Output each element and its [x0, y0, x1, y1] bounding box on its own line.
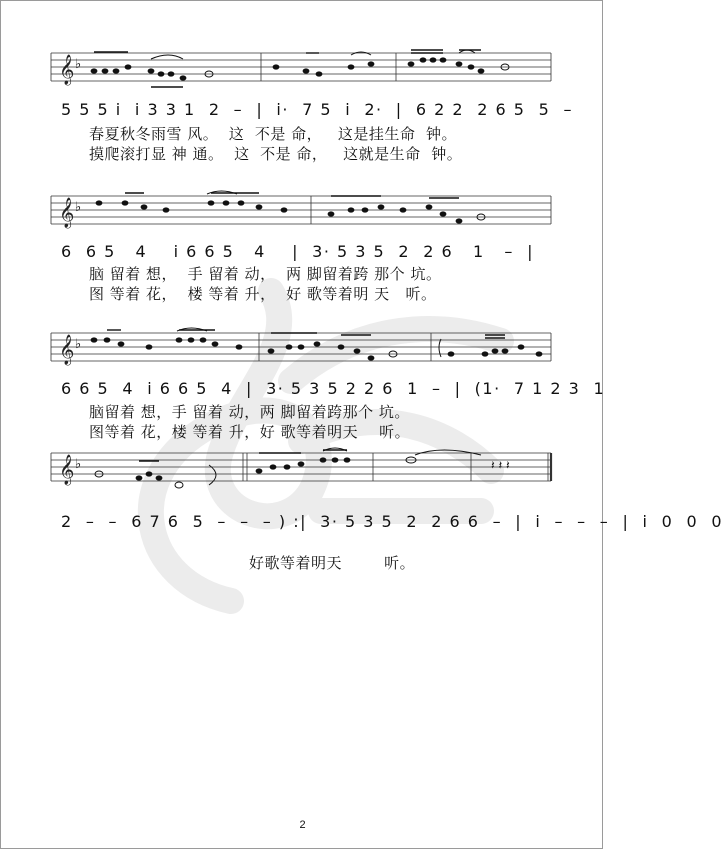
jianpu-line-1: 5 5 5 i i 3 3 1 2 – | i· 7 5 i 2· | 6 2 2 2 6 5 5 – [61, 100, 573, 119]
staff-system-3 [1, 321, 604, 381]
jianpu-line-3: 6 6 5 4 i 6 6 5 4 | 3· 5 3 5 2 2 6 1 – | (1· 7 1 2 3 1 [61, 379, 606, 398]
svg-text:♭: ♭ [75, 337, 82, 352]
lyric-line-2b: 图 等着 花， 楼 等着 升， 好 歌等着明 天 听。 [89, 285, 437, 303]
lyric-line-3a: 脑留着 想，手 留着 动，两 脚留着跨那个 坑。 [89, 403, 410, 421]
svg-text:𝄞: 𝄞 [59, 335, 75, 365]
staff-system-4 [1, 441, 604, 501]
jianpu-line-2: 6 6 5 4 i 6 6 5 4 | 3· 5 3 5 2 2 6 1 – | [61, 242, 534, 261]
svg-text:♭: ♭ [75, 200, 82, 215]
page-number: 2 [299, 819, 306, 831]
svg-text:𝄞: 𝄞 [59, 455, 75, 485]
lyric-line-4a: 好歌等着明天 听。 [249, 554, 416, 572]
svg-text:𝄽 𝄽 𝄽: 𝄽 𝄽 𝄽 [491, 458, 510, 472]
svg-text:𝄞: 𝄞 [59, 55, 75, 85]
svg-text:♭: ♭ [75, 57, 82, 72]
svg-text:𝄞: 𝄞 [59, 198, 75, 228]
lyric-line-2a: 脑 留着 想， 手 留着 动， 两 脚留着跨 那个 坑。 [89, 265, 442, 283]
svg-text:♭: ♭ [75, 457, 82, 472]
lyric-line-1b: 摸爬滚打显 神 通。 这 不是 命， 这就是生命 钟。 [89, 145, 463, 163]
lyric-line-1a: 春夏秋冬雨雪 风。 这 不是 命， 这是挂生命 钟。 [89, 125, 457, 143]
lyric-line-3b: 图等着 花，楼 等着 升，好 歌等着明天 听。 [89, 423, 411, 441]
jianpu-line-4: 2 – – 6 7 6 5 – – – ) :| 3· 5 3 5 2 2 6 6 – | i – – – | i 0 0 0 [61, 512, 723, 531]
staff-system-1 [1, 41, 604, 101]
staff-system-2 [1, 184, 604, 244]
